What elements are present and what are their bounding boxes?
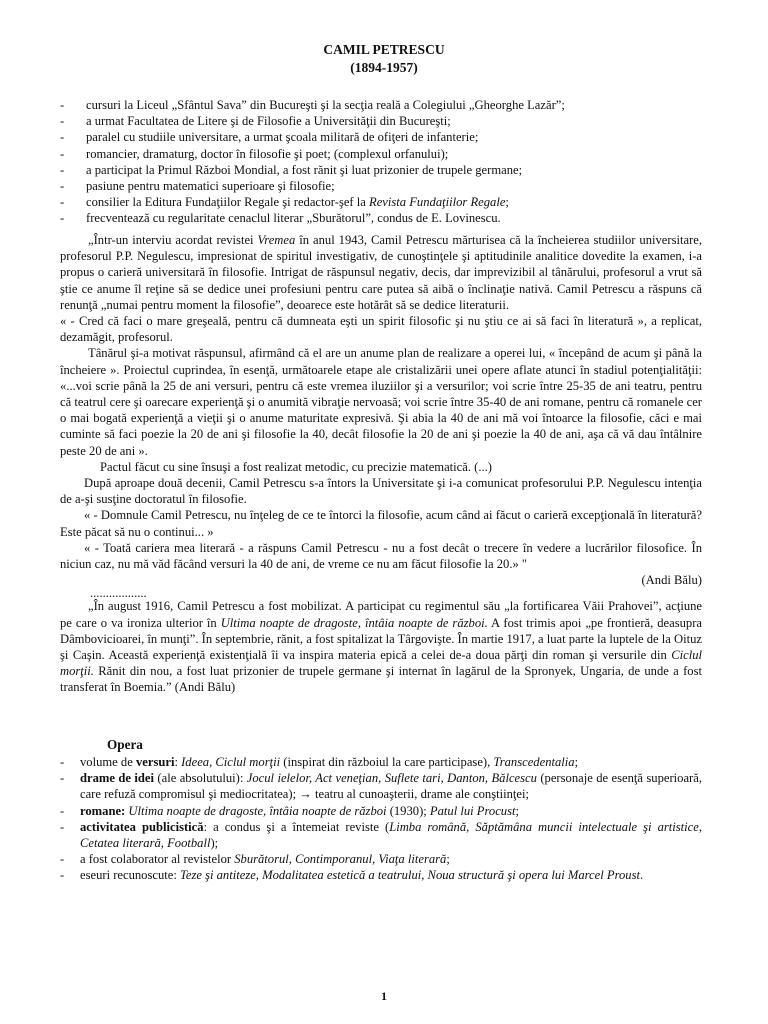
list-item-text: a participat la Primul Război Mondial, a fost rănit şi luat prizonier de trupele germane; <box>86 162 523 177</box>
paragraph-plan: Tânărul şi-a motivat răspunsul, afirmând că el are un anume plan de realizare a operei lui, « începând de acum şi până la încheiere ». Proiectul cuprindea, în esenţă, următoarele etape ale cristalizării unei opere aflate atunci în stadiul potenţialităţii: «...voi scrie până la 25 de ani versuri, pentru că este vremea iluziilor şi a versurilor; voi scrie între 25-35 de ani teatru, pentru că teatrul cere şi oarecare experienţă şi o anumită vibraţie nervoasă; voi scrie între 35-40 de ani romane, pentru că romanele cer o mai bogată experienţă a vieţii şi o anume maturitate expresivă. Şi abia la 40 de ani mă voi întoarce la filosofie, căci e mai cuminte să faci poezie la 20 de ani şi filosofie la 40, decât filosofie la 20 de ani şi poezie la 40 de ani, aşa că vă dau întâlnire peste 20 de ani ». <box>60 346 702 458</box>
list-item-text: romane: Ultima noapte de dragoste, întâia noapte de război (1930); Patul lui Procust; <box>80 803 520 818</box>
list-item-text: paralel cu studiile universitare, a urmat şcoala militară de ofiţeri de infanterie; <box>86 130 479 145</box>
list-item-text: pasiune pentru matematici superioare şi filosofie; <box>86 178 335 193</box>
dash-marker: - <box>60 852 65 867</box>
dash-marker: - <box>60 130 65 145</box>
journal-title: Revista Fundaţiilor Regale <box>369 195 506 210</box>
list-item-text: volume de versuri: Ideea, Ciclul morţii (inspirat din războiul la care participase), Transcedentalia; <box>80 755 579 769</box>
list-item <box>60 129 710 145</box>
list-item <box>60 97 710 113</box>
list-item <box>60 867 702 883</box>
list-item-text: drame de idei (ale absolutului): Jocul ielelor, Act veneţian, Suflete tari, Danton, Bălcescu (personaje de esenţă superioară, care refuză compromisul şi mediocritatea); → teatru al cunoaşterii, drame ale conştiinţei; <box>80 771 702 802</box>
list-item <box>60 754 702 770</box>
list-item <box>60 770 702 802</box>
list-item-text: romancier, dramaturg, doctor în filosofie şi poet; (complexul orfanului); <box>86 146 449 161</box>
dash-marker: - <box>60 819 65 834</box>
paragraph-war: „În august 1916, Camil Petrescu a fost mobilizat. A participat cu regimentul său „la fortificarea Văii Prahovei”, acţiune pe care o va ironiza ulterior în Ultima noapte de dragoste, întâia noapte de război. A fost trimis apoi „pe frontieră, deasupra Dâmbovicioarei, în munţi”. În septembrie, rănit, a fost spitalizat la Târgovişte. În martie 1917, a luat parte la luptele de la Oituz şi Caşin. Această experienţă existenţială îi va inspira materia epică a celei de-a doua părţi din roman şi versurile din Ciclul morţii. Rănit din nou, a fost luat prizonier de trupele germane şi internat în lagărul de la Spronyek, Ungaria, de unde a fost transferat în Boemia.” (Andi Bălu) <box>60 599 702 695</box>
attribution: (Andi Bălu) <box>641 573 702 588</box>
list-item-text: a fost colaborator al revistelor Sburătorul, Contimporanul, Viaţa literară; <box>80 852 450 867</box>
dash-marker: - <box>60 98 65 112</box>
page-title: CAMIL PETRESCU <box>323 42 445 57</box>
list-item-text: frecventează cu regularitate cenaclul literar „Sburătorul”, condus de E. Lovinescu. <box>86 211 501 226</box>
list-item <box>60 146 710 162</box>
biography-list <box>60 97 710 227</box>
list-item <box>60 210 710 226</box>
dash-marker: - <box>60 162 65 177</box>
list-item-text: a urmat Facultatea de Litere şi de Filosofie a Universităţii din Bucureşti; <box>86 114 451 129</box>
dash-marker: - <box>60 868 65 883</box>
life-years: (1894-1957) <box>350 60 418 75</box>
opera-list <box>60 754 702 884</box>
list-item-text: activitatea publicistică: a condus şi a întemeiat reviste (Limba română, Săptămâna muncii intelectuale şi artistice, Cetatea literară, Football); <box>80 819 702 851</box>
dash-marker: - <box>60 146 65 161</box>
paragraph-interview: „Într-un interviu acordat revistei Vremea în anul 1943, Camil Petrescu mărturisea că la încheierea studiilor universitare, profesorul P.P. Negulescu, impresionat de spiritul investigativ, de cunoştinţele şi aptitudinile analitice dovedite la examen, i-a propus o carieră universitară în filosofie. Intrigat de răspunsul negativ, decis, dar imprevizibil al tânărului, profesorul a vrut să ştie ce anume îl reţine să se dedice unei profesiuni pentru care putea să aibă o înclinaţie nativă. Camil Petrescu a răspuns că renunţă „numai pentru moment la filosofie”, deoarece este hotărât să se dedice literaturii. <box>60 233 702 312</box>
list-item <box>60 194 710 210</box>
list-item <box>60 113 710 129</box>
list-item <box>60 162 710 178</box>
list-item <box>60 819 702 851</box>
paragraph-pact: Pactul făcut cu sine însuşi a fost realizat metodic, cu precizie matematică. (...) <box>100 459 492 474</box>
opera-heading: Opera <box>107 737 143 752</box>
dash-marker: - <box>60 178 65 193</box>
dash-marker: - <box>60 195 65 210</box>
page-number: 1 <box>381 989 387 1003</box>
interview-section <box>60 232 702 696</box>
dash-marker: - <box>60 755 65 769</box>
paragraph-answer: « - Toată cariera mea literară - a răspuns Camil Petrescu - nu a fost decât o trecere în vedere a lucrărilor filosofice. În niciun caz, nu mă văd făcând versuri la 40 de ani, de vreme ce nu am făcut filosofie la 20.» " <box>60 540 702 572</box>
paragraph-professor-reply: « - Cred că faci o mare greşeală, pentru că dumneata eşti un spirit filosofic şi nu ştiu ce ai să faci în literatură », a replicat, dezamăgit, profesorul. <box>60 314 702 345</box>
paragraph-question: « - Domnule Camil Petrescu, nu înţeleg de ce te întorci la filosofie, acum când ai făcut o carieră excepţională în literatură? Este păcat să nu o continui... » <box>60 508 702 539</box>
list-item-text: eseuri recunoscute: Teze şi antiteze, Modalitatea estetică a teatrului, Noua structură şi opera lui Marcel Proust. <box>80 868 644 883</box>
dash-marker: - <box>60 114 65 129</box>
dash-marker: - <box>60 771 65 786</box>
list-item <box>60 851 702 867</box>
list-item <box>60 178 710 194</box>
ellipsis-separator: .................. <box>90 586 147 601</box>
list-item <box>60 803 702 819</box>
dash-marker: - <box>60 211 65 226</box>
list-item-text: cursuri la Liceul „Sfântul Sava” din Bucureşti şi la secţia reală a Colegiului „Gheorghe Lazăr”; <box>86 98 565 112</box>
dash-marker: - <box>60 803 65 818</box>
paragraph-return: După aproape două decenii, Camil Petrescu s-a întors la Universitate şi i-a comunicat profesorului P.P. Negulescu intenţia de a-şi susţine doctoratul în filosofie. <box>60 476 702 507</box>
list-item-text: consilier la Editura Fundaţiilor Regale şi redactor-şef la Revista Fundaţiilor Regale; <box>86 195 509 210</box>
